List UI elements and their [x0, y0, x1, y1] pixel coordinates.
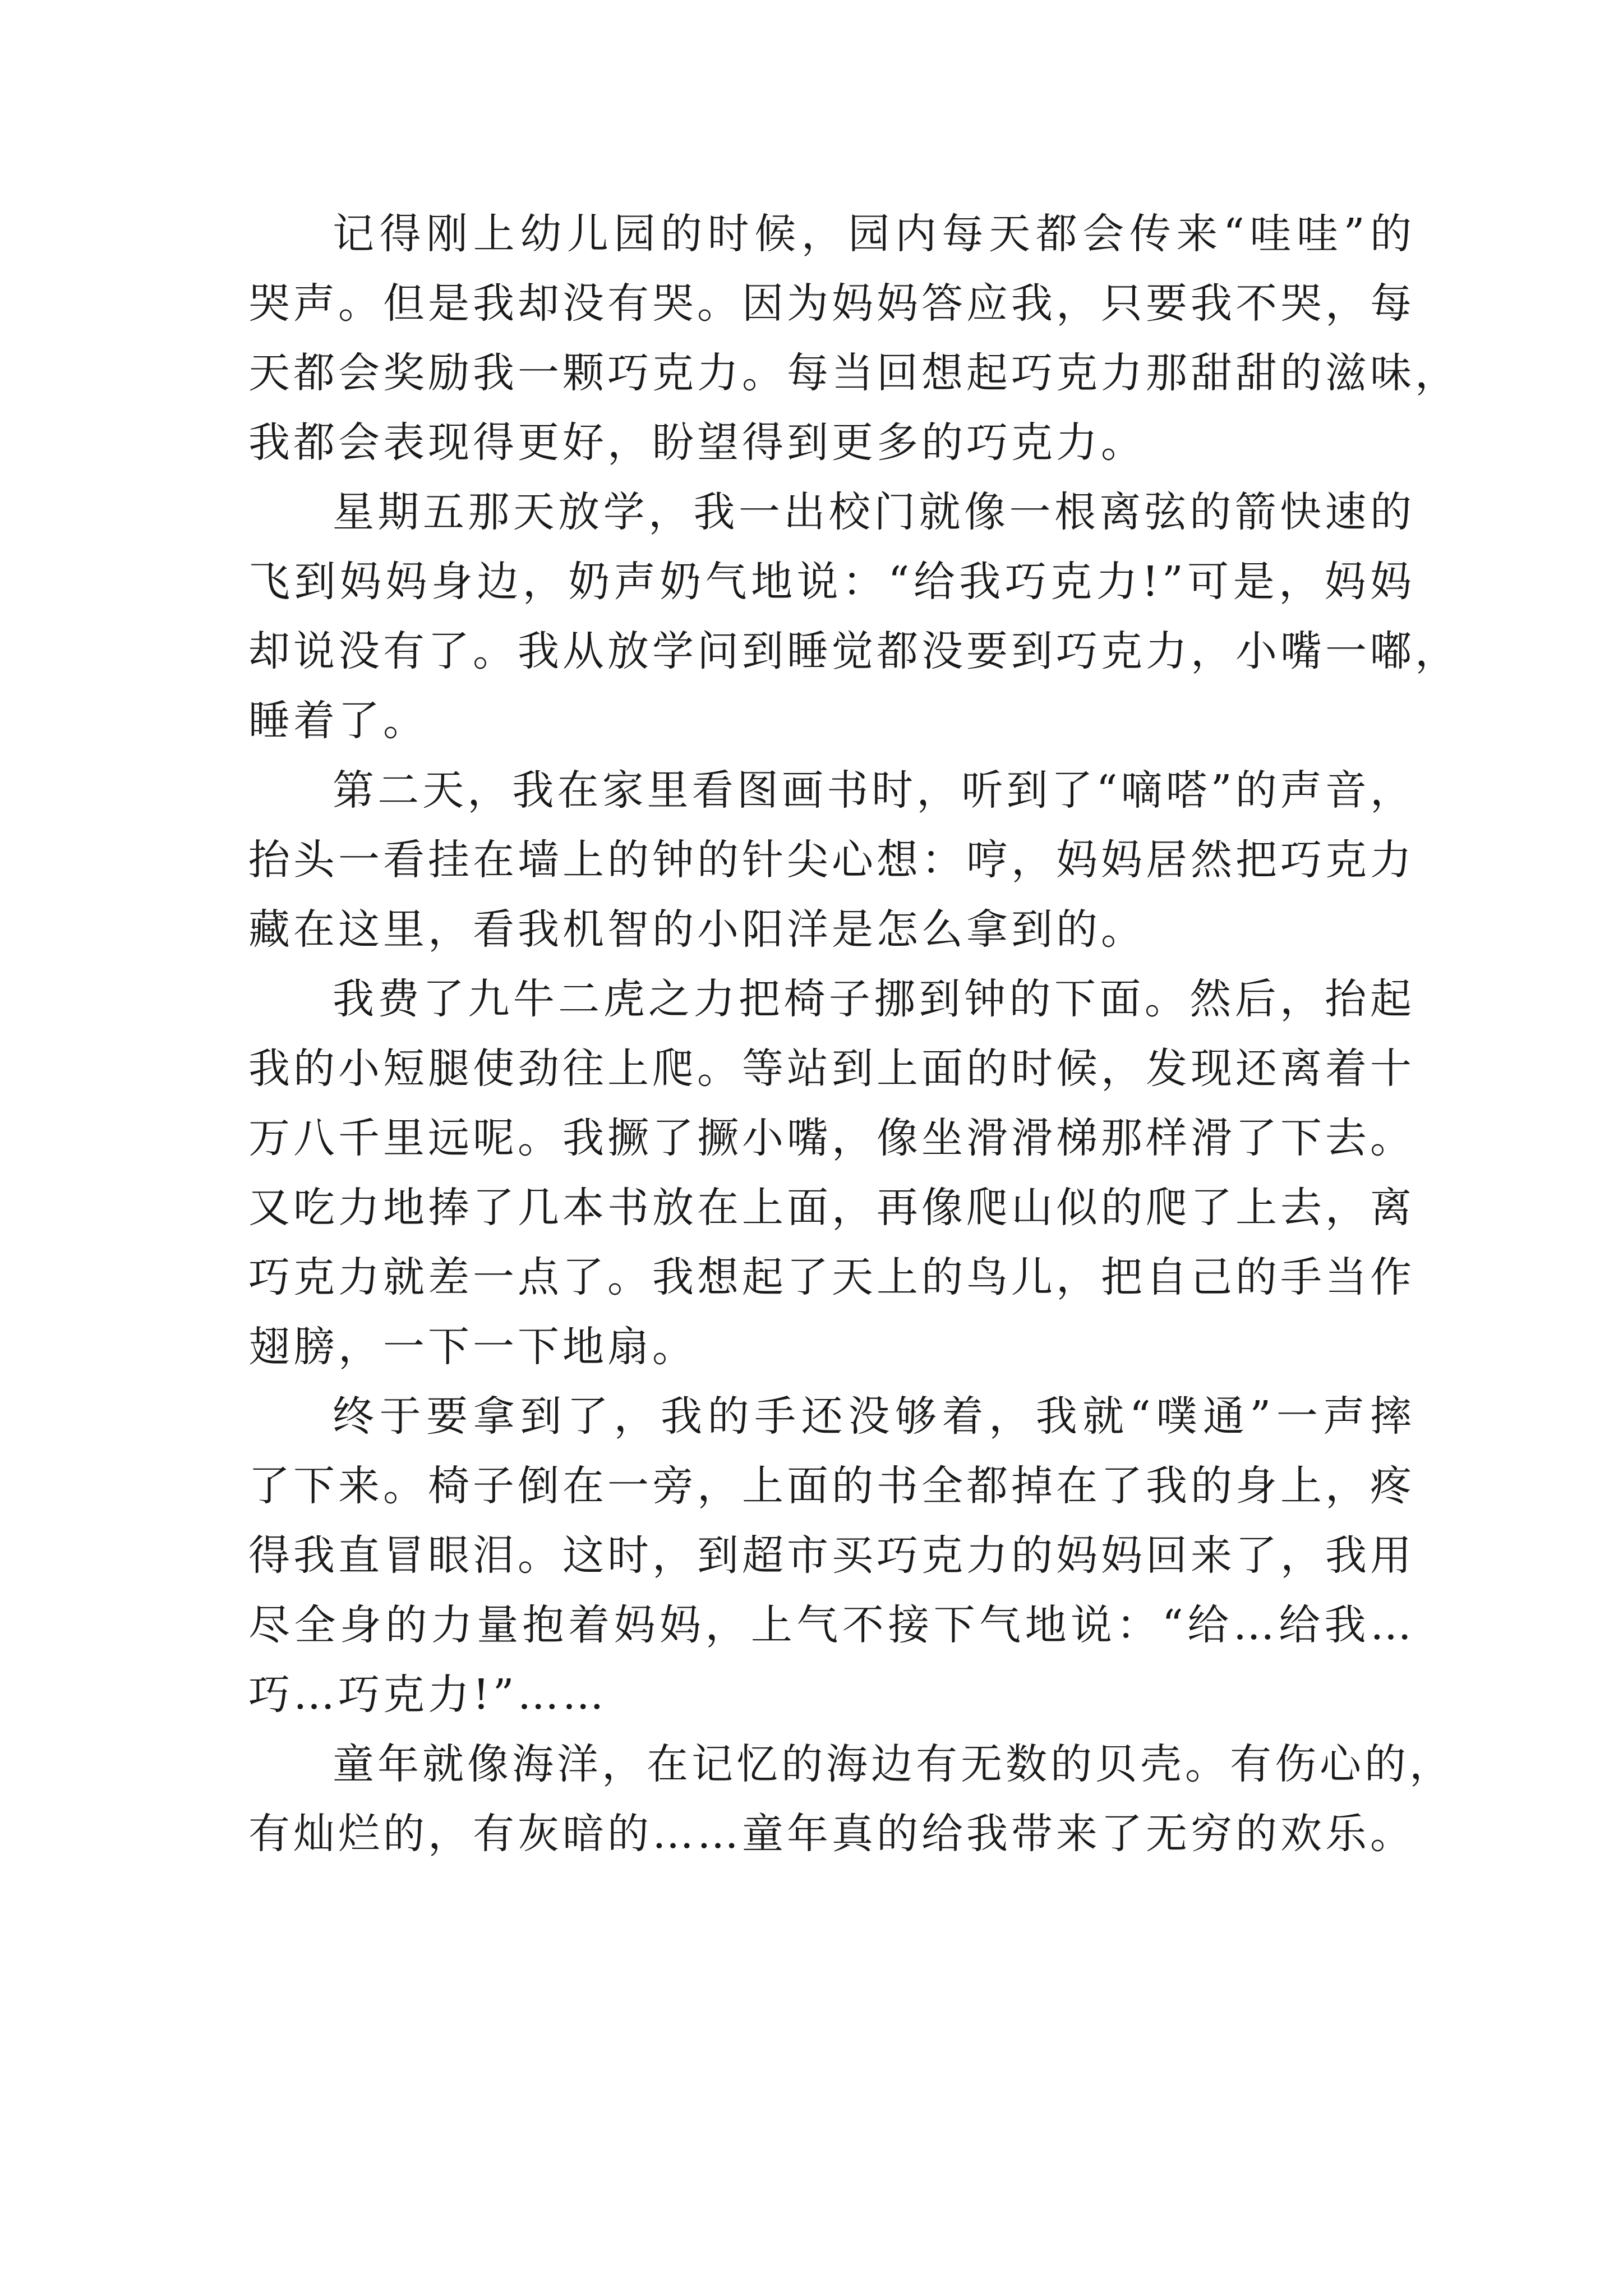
text-line: 又吃力地捧了几本书放在上面，再像爬山似的爬了上去，离	[248, 1184, 1415, 1232]
text-line: 翅膀，一下一下地扇。	[248, 1323, 697, 1371]
text-line: 我的小短腿使劲往上爬。等站到上面的时候，发现还离着十	[248, 1045, 1415, 1093]
text-line: 万八千里远呢。我撅了撅小嘴，像坐滑滑梯那样滑了下去。	[248, 1114, 1415, 1162]
text-line: 抬头一看挂在墙上的钟的针尖心想：哼，妈妈居然把巧克力	[248, 836, 1415, 884]
text-line: 却说没有了。我从放学问到睡觉都没要到巧克力，小嘴一嘟，	[248, 627, 1460, 675]
text-line: 有灿烂的，有灰暗的……童年真的给我带来了无穷的欢乐。	[248, 1810, 1415, 1858]
text-line: 我费了九牛二虎之力把椅子挪到钟的下面。然后，抬起	[333, 975, 1415, 1023]
text-line: 飞到妈妈身边，奶声奶气地说：“给我巧克力!”可是，妈妈	[248, 558, 1415, 606]
text-line: 童年就像海洋，在记忆的海边有无数的贝壳。有伤心的，	[333, 1740, 1454, 1788]
text-line: 巧…巧克力!”……	[248, 1671, 607, 1719]
text-line: 哭声。但是我却没有哭。因为妈妈答应我，只要我不哭，每	[248, 279, 1415, 328]
text-line: 终于要拿到了，我的手还没够着，我就“噗通”一声摔	[333, 1392, 1415, 1441]
text-line: 藏在这里，看我机智的小阳洋是怎么拿到的。	[248, 905, 1146, 954]
text-line: 巧克力就差一点了。我想起了天上的鸟儿，把自己的手当作	[248, 1253, 1415, 1301]
text-line: 星期五那天放学，我一出校门就像一根离弦的箭快速的	[333, 488, 1415, 536]
text-line: 记得刚上幼儿园的时候，园内每天都会传来“哇哇”的	[333, 210, 1415, 258]
text-line: 睡着了。	[248, 697, 428, 745]
text-line: 天都会奖励我一颗巧克力。每当回想起巧克力那甜甜的滋味，	[248, 349, 1460, 397]
text-line: 了下来。椅子倒在一旁，上面的书全都掉在了我的身上，疼	[248, 1462, 1415, 1510]
text-line: 得我直冒眼泪。这时，到超市买巧克力的妈妈回来了，我用	[248, 1531, 1415, 1580]
essay-body	[248, 199, 1460, 1869]
text-line: 第二天，我在家里看图画书时，听到了“嘀嗒”的声音，	[333, 766, 1415, 815]
text-line: 尽全身的力量抱着妈妈，上气不接下气地说：“给…给我…	[248, 1601, 1415, 1649]
text-line: 我都会表现得更好，盼望得到更多的巧克力。	[248, 418, 1146, 467]
